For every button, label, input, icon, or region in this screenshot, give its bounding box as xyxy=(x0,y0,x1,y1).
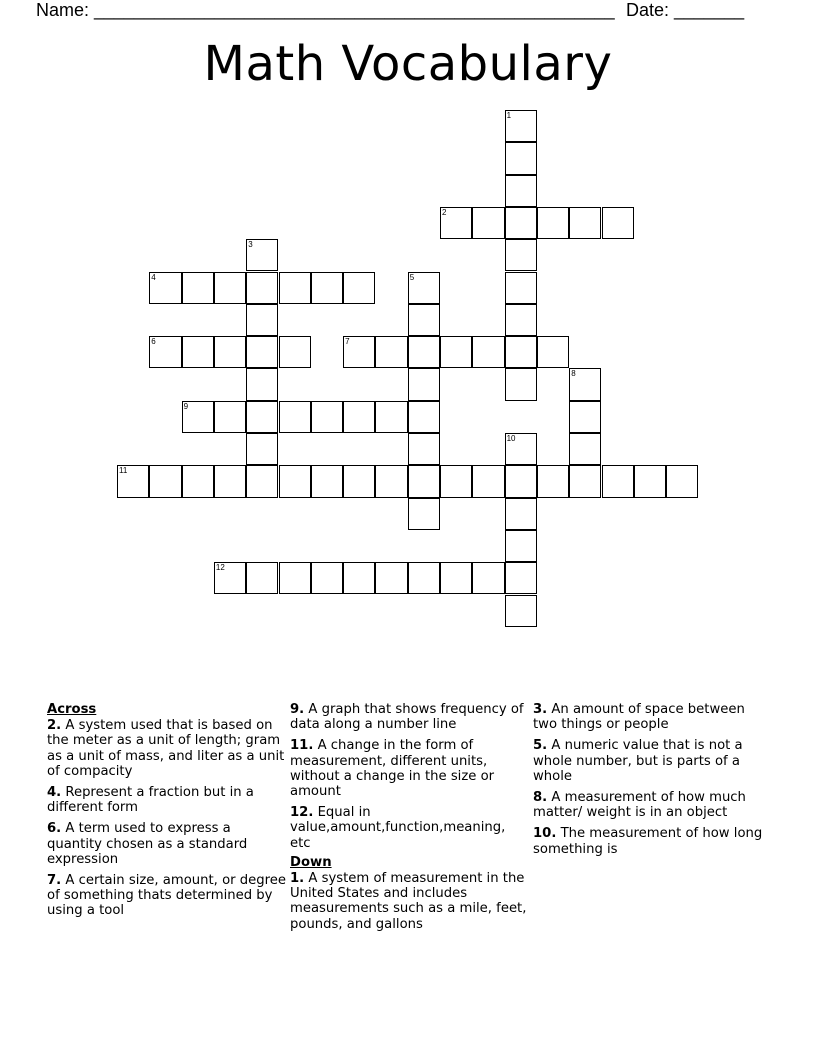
crossword-cell[interactable] xyxy=(182,336,214,368)
crossword-cell[interactable] xyxy=(602,207,634,239)
crossword-cell[interactable] xyxy=(343,401,375,433)
crossword-cell[interactable] xyxy=(279,336,311,368)
crossword-cell[interactable] xyxy=(343,272,375,304)
clue-number: 3. xyxy=(533,702,548,717)
crossword-cell[interactable] xyxy=(505,530,537,562)
crossword-cell[interactable] xyxy=(569,368,601,400)
crossword-cell[interactable] xyxy=(149,272,181,304)
crossword-cell[interactable] xyxy=(408,336,440,368)
crossword-cell[interactable] xyxy=(472,336,504,368)
crossword-cell[interactable] xyxy=(149,336,181,368)
crossword-cell[interactable] xyxy=(505,595,537,627)
crossword-cell[interactable] xyxy=(505,433,537,465)
clue-down-8 xyxy=(533,790,773,820)
page-title: Math Vocabulary xyxy=(203,36,613,92)
crossword-cell[interactable] xyxy=(311,465,343,497)
clue-number-label: 12 xyxy=(215,563,225,573)
crossword-cell[interactable] xyxy=(343,465,375,497)
clue-across-9 xyxy=(290,702,530,732)
clue-number-label: 3 xyxy=(248,240,253,250)
crossword-cell[interactable] xyxy=(311,272,343,304)
crossword-cell[interactable] xyxy=(375,336,407,368)
across-heading: Across xyxy=(47,702,97,717)
clue-number: 11. xyxy=(290,738,314,754)
clue-number: 7. xyxy=(47,873,62,889)
crossword-cell[interactable] xyxy=(440,207,472,239)
clue-number: 9. xyxy=(290,702,305,717)
clue-down-1 xyxy=(290,871,530,932)
date-field[interactable]: Date: _______ xyxy=(626,0,745,20)
crossword-cell[interactable] xyxy=(505,207,537,239)
crossword-cell[interactable] xyxy=(440,562,472,594)
crossword-cell[interactable] xyxy=(117,465,149,497)
crossword-cell[interactable] xyxy=(505,272,537,304)
clue-text: A term used to express a quantity chosen as a standard expression xyxy=(47,821,248,867)
crossword-cell[interactable] xyxy=(505,110,537,142)
crossword-cell[interactable] xyxy=(246,239,278,271)
crossword-cell[interactable] xyxy=(505,304,537,336)
clue-text: A certain size, amount, or degree of something thats determined by using a tool xyxy=(47,873,286,919)
clue-down-3 xyxy=(533,702,773,732)
crossword-cell[interactable] xyxy=(472,207,504,239)
crossword-cell[interactable] xyxy=(408,368,440,400)
clue-text: A numeric value that is not a whole number, but is parts of a whole xyxy=(533,738,743,784)
clue-across-11 xyxy=(290,738,530,799)
clue-text: A change in the form of measurement, different units, without a change in the size or amount xyxy=(290,738,495,800)
crossword-cell[interactable] xyxy=(311,401,343,433)
crossword-cell[interactable] xyxy=(182,465,214,497)
clues-column-1 xyxy=(47,702,287,925)
clue-number-label: 10 xyxy=(506,434,516,443)
clue-number: 5. xyxy=(533,738,548,754)
crossword-cell[interactable] xyxy=(505,175,537,207)
crossword-cell[interactable] xyxy=(246,401,278,433)
crossword-cell[interactable] xyxy=(602,465,634,497)
crossword-cell[interactable] xyxy=(569,433,601,465)
clue-number-label: 2 xyxy=(442,207,447,217)
crossword-cell[interactable] xyxy=(569,465,601,497)
clue-text: Represent a fraction but in a different form xyxy=(47,785,254,816)
clue-number-label: 5 xyxy=(409,272,415,282)
crossword-cell[interactable] xyxy=(505,336,537,368)
crossword-cell[interactable] xyxy=(182,401,214,433)
clue-down-10 xyxy=(533,826,773,856)
crossword-cell[interactable] xyxy=(246,272,278,304)
crossword-cell[interactable] xyxy=(311,562,343,594)
crossword-cell[interactable] xyxy=(408,498,440,530)
crossword-cell[interactable] xyxy=(182,272,214,304)
crossword-cell[interactable] xyxy=(537,336,569,368)
clue-number-label: 6 xyxy=(151,337,156,347)
crossword-cell[interactable] xyxy=(505,465,537,497)
clue-across-4 xyxy=(47,785,287,815)
clue-number-label: 4 xyxy=(151,272,156,282)
crossword-cell[interactable] xyxy=(246,368,278,400)
crossword-cell[interactable] xyxy=(246,336,278,368)
crossword-cell[interactable] xyxy=(375,401,407,433)
clues-column-3 xyxy=(533,702,773,863)
clue-number: 6. xyxy=(47,821,62,837)
crossword-cell[interactable] xyxy=(666,465,698,497)
crossword-cell[interactable] xyxy=(440,336,472,368)
crossword-cell[interactable] xyxy=(214,465,246,497)
crossword-cell[interactable] xyxy=(569,401,601,433)
clue-text: A system used that is based on the meter as a unit of length; gram as a unit of mass, and liter as a unit of compacity xyxy=(47,718,285,779)
crossword-cell[interactable] xyxy=(343,336,375,368)
crossword-cell[interactable] xyxy=(214,272,246,304)
crossword-cell[interactable] xyxy=(375,562,407,594)
clue-text: An amount of space between two things or people xyxy=(533,702,745,733)
crossword-cell[interactable] xyxy=(569,207,601,239)
down-heading: Down xyxy=(290,854,332,870)
crossword-cell[interactable] xyxy=(505,368,537,400)
clue-number-label: 1 xyxy=(506,111,512,120)
crossword-cell[interactable] xyxy=(149,465,181,497)
crossword-cell[interactable] xyxy=(472,465,504,497)
crossword-cell[interactable] xyxy=(505,562,537,594)
crossword-cell[interactable] xyxy=(537,465,569,497)
clues-column-2 xyxy=(290,702,530,938)
crossword-cell[interactable] xyxy=(246,465,278,497)
crossword-cell[interactable] xyxy=(505,239,537,271)
crossword-cell[interactable] xyxy=(408,465,440,497)
clue-number-label: 7 xyxy=(345,337,350,347)
clue-number: 2. xyxy=(47,718,62,734)
clue-number: 12. xyxy=(290,805,314,821)
crossword-cell[interactable] xyxy=(214,562,246,594)
crossword-cell[interactable] xyxy=(214,401,246,433)
clue-number: 8. xyxy=(533,790,548,806)
crossword-cell[interactable] xyxy=(408,401,440,433)
crossword-cell[interactable] xyxy=(246,562,278,594)
crossword-cell[interactable] xyxy=(279,562,311,594)
clue-text: A system of measurement in the United States and includes measurements such as a mile, feet, pounds, and gallons xyxy=(290,871,527,932)
name-field[interactable]: Name: ____________________________________________________ xyxy=(36,0,615,20)
clue-across-12 xyxy=(290,805,530,851)
clue-across-2 xyxy=(47,718,287,779)
crossword-cell[interactable] xyxy=(634,465,666,497)
crossword-cell[interactable] xyxy=(408,433,440,465)
crossword-cell[interactable] xyxy=(375,465,407,497)
clue-number-label: 8 xyxy=(571,369,576,379)
clue-text: A measurement of how much matter/ weight is in an object xyxy=(533,790,746,821)
clue-number: 4. xyxy=(47,785,62,801)
clue-text: A graph that shows frequency of data along a number line xyxy=(290,702,524,733)
clue-across-7 xyxy=(47,873,287,919)
crossword-cell[interactable] xyxy=(505,142,537,174)
crossword-cell[interactable] xyxy=(343,562,375,594)
clue-down-5 xyxy=(533,738,773,784)
crossword-cell[interactable] xyxy=(408,562,440,594)
clue-number: 1. xyxy=(290,871,305,887)
crossword-cell[interactable] xyxy=(246,433,278,465)
clue-text: Equal in value,amount,function,meaning, etc xyxy=(290,805,506,851)
crossword-cell[interactable] xyxy=(246,304,278,336)
crossword-cell[interactable] xyxy=(279,401,311,433)
crossword-cell[interactable] xyxy=(214,336,246,368)
crossword-cell[interactable] xyxy=(472,562,504,594)
crossword-cell[interactable] xyxy=(279,272,311,304)
clue-across-6 xyxy=(47,821,287,867)
crossword-cell[interactable] xyxy=(279,465,311,497)
crossword-cell[interactable] xyxy=(537,207,569,239)
clue-number-label: 9 xyxy=(183,401,189,411)
crossword-cell[interactable] xyxy=(505,498,537,530)
crossword-cell[interactable] xyxy=(408,304,440,336)
crossword-cell[interactable] xyxy=(440,465,472,497)
clue-number: 10. xyxy=(533,826,557,842)
crossword-cell[interactable] xyxy=(408,272,440,304)
clue-text: The measurement of how long something is xyxy=(533,826,763,857)
clue-number-label: 11 xyxy=(119,466,128,476)
